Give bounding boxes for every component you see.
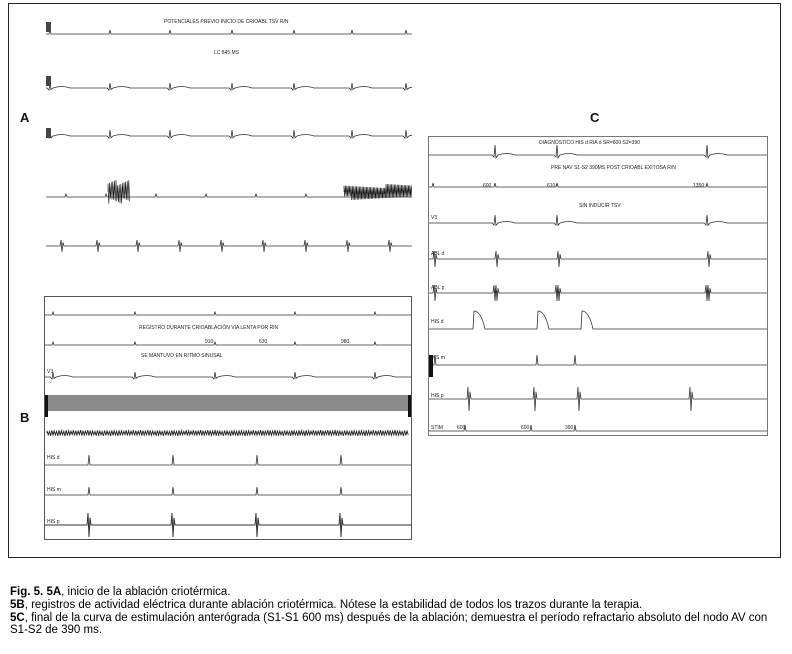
- panel-c-trace-abl-d: [429, 251, 767, 267]
- panel-b-title: REGISTRO DURANTE CRIOABLACIÓN VÍA LENTA POR RIN: [139, 325, 279, 331]
- panel-c-interval-3: 1350: [693, 183, 705, 189]
- panel-b-trace-his-m: [45, 487, 411, 495]
- panel-a: [46, 14, 412, 262]
- panel-c-lead-his-m: HIS m: [431, 355, 445, 361]
- panel-a-trace-2: [46, 83, 412, 90]
- panel-c: [428, 136, 768, 436]
- panel-b-tracings: [45, 297, 411, 539]
- panel-c-tracings: [429, 137, 767, 435]
- panel-c-stim-3: 390: [565, 425, 574, 431]
- panel-c-lead-abl-p: ABL p: [431, 285, 445, 291]
- panel-a-cycle-length: LC 845 MS: [214, 50, 240, 56]
- panel-c-trace-his-d: [429, 311, 767, 329]
- panel-b-band-right-cap: [408, 395, 411, 417]
- panel-b-letter: B: [20, 410, 30, 425]
- panel-c-letter: C: [590, 110, 600, 125]
- panel-a-letter: A: [20, 110, 30, 125]
- panel-b-trace-his-d: [45, 455, 411, 465]
- panel-a-title: POTENCIALES PREVIO INICIO DE CRIOABL TSV R/N: [164, 19, 289, 25]
- panel-b-trace-1: [45, 312, 411, 315]
- caption-line-2: [10, 599, 782, 612]
- panel-c-trace-1: [429, 145, 767, 158]
- panel-c-interval-2: 610: [547, 183, 556, 189]
- panel-c-trace-2: [429, 183, 767, 187]
- panel-c-lead-his-p: HIS p: [431, 393, 444, 399]
- panel-c-trace-v3: [429, 215, 767, 225]
- panel-b-noise-trace: [47, 430, 408, 436]
- panel-c-lead-stim: STIM: [431, 425, 443, 431]
- panel-c-trace-his-m: [429, 355, 767, 365]
- panel-a-marker-1: [46, 22, 51, 32]
- caption-5a-label: 5A: [46, 586, 62, 598]
- panel-b-lead-his-d: HIS d: [47, 455, 60, 461]
- panel-c-subtitle-1: PRE NAV S1-S2 390MS POST CRIOABL EXITOSA R/N: [551, 165, 676, 171]
- panel-c-lead-abl-d: ABL d: [431, 251, 445, 257]
- panel-a-marker-2: [46, 76, 51, 86]
- panel-a-trace-5: [46, 240, 412, 252]
- panel-b-interval-3: 980: [341, 339, 350, 345]
- panel-b-lead-v3: V3: [47, 369, 54, 375]
- panel-c-title: DIAGNÓSTICO HIS d RIA d SR=600 S2=390: [539, 140, 640, 146]
- panel-b-lead-his-m: HIS m: [47, 487, 61, 493]
- panel-c-interval-1: 600: [483, 183, 492, 189]
- panel-b-trace-3: [45, 372, 411, 379]
- caption-line-1: [10, 586, 782, 599]
- panel-b-interval-1: 910: [205, 339, 214, 345]
- panel-c-stim-2: 600: [521, 425, 530, 431]
- panel-c-lead-v3: V3: [431, 215, 438, 221]
- panel-c-stim-1: 600: [457, 425, 466, 431]
- panel-c-trace-stim: [429, 425, 767, 431]
- panel-b-lead-his-p: HIS p: [47, 519, 60, 525]
- panel-b-subtitle: SE MANTUVO EN RITMO SINUSAL: [141, 353, 223, 359]
- panel-a-trace-1: [46, 30, 412, 34]
- caption-5a-text: , inicio de la ablación criotérmica.: [61, 586, 231, 598]
- panel-a-ablation-burst-1: [108, 180, 130, 204]
- figure-caption: [10, 586, 782, 637]
- panel-c-subtitle-2: SIN INDUCIR TSV: [579, 203, 621, 209]
- caption-5b-text: , registros de actividad eléctrica durante ablación criotérmica. Nótese la estabilidad de todos los trazos durante la terapia.: [24, 598, 643, 611]
- panel-b: [44, 296, 412, 540]
- caption-5c-label: 5C: [10, 611, 25, 624]
- panel-b-interval-2: 630: [259, 339, 268, 345]
- panel-a-trace-3: [46, 130, 412, 138]
- panel-c-trace-his-p: [429, 387, 767, 411]
- caption-5c-text: , final de la curva de estimulación anterógrada (S1-S1 600 ms) después de la ablación; demuestra el período refractario absoluto del nodo AV con S1-S2 de 390 ms.: [10, 611, 768, 637]
- panel-c-trace-abl-p: [429, 285, 767, 301]
- panel-b-trace-his-p: [45, 513, 411, 537]
- panel-b-band-left-cap: [45, 395, 48, 417]
- panel-b-ablation-band: [47, 395, 409, 411]
- panel-a-ablation-burst-2: [344, 184, 412, 200]
- caption-5b-label: 5B: [10, 598, 25, 611]
- panel-a-marker-3: [46, 128, 51, 138]
- panel-c-lead-his-d: HIS d: [431, 319, 444, 325]
- panel-b-trace-2: [45, 342, 411, 345]
- caption-line-3: [10, 612, 782, 638]
- caption-fig-label: Fig. 5.: [10, 586, 44, 598]
